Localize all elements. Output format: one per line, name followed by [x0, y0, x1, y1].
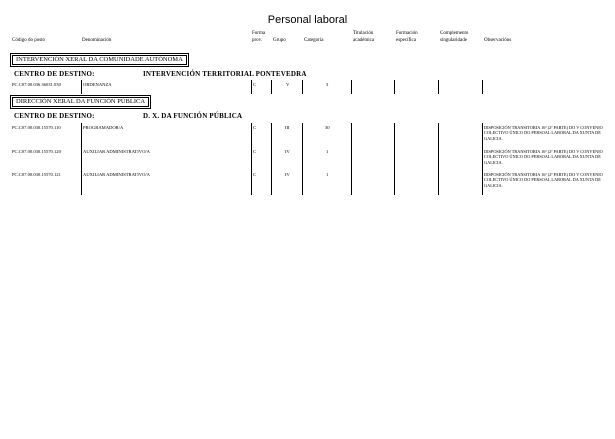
header-forma-2: prov. [252, 38, 263, 43]
cell-categoria: 30 [325, 125, 330, 130]
column-divider [482, 80, 483, 94]
column-divider [394, 123, 395, 195]
header-formacion-1: Formación [396, 31, 418, 36]
cell-categoria: 1 [326, 172, 329, 177]
cell-codigo: PC.C07.00.036.36031.030 [12, 82, 61, 87]
cell-codigo: PC.C07.00.030.15570.120 [12, 149, 61, 154]
header-complemento-1: Complemento [440, 31, 469, 36]
column-divider [251, 80, 252, 94]
cell-observacions: DISPOSICIÓN TRANSITORIA 16ª (2ª PARTE) DO V CONVENIO COLECTIVO ÚNICO DO PERSOAL LABORAL DA XUNTA DE GALICIA. [484, 125, 603, 141]
cell-denominacion: AUXILIAR ADMINISTRATIVO/A [83, 172, 150, 177]
column-divider [251, 123, 252, 195]
header-observacions: Observacións [484, 38, 512, 43]
centro-name: D. X. DA FUNCIÓN PÚBLICA [143, 112, 243, 120]
column-divider [81, 123, 82, 195]
cell-forma: C [253, 82, 257, 87]
centro-name: INTERVENCIÓN TERRITORIAL PONTEVEDRA [143, 70, 307, 78]
centro-label: CENTRO DE DESTINO: [14, 112, 95, 120]
header-categoria: Categoría [304, 38, 324, 43]
cell-grupo: IV [285, 172, 290, 177]
header-codigo: Código do posto [12, 38, 46, 43]
column-divider [302, 123, 303, 195]
column-divider [438, 80, 439, 94]
header-complemento-2: singularidade [440, 38, 467, 43]
cell-denominacion: ORDENANZA [83, 82, 112, 87]
cell-denominacion: PROGRAMADOR/A [83, 125, 124, 130]
cell-observacions: DISPOSICIÓN TRANSITORIA 16ª (2ª PARTE) DO V CONVENIO COLECTIVO ÚNICO DO PERSOAL LABORAL DA XUNTA DE GALICIA. [484, 172, 603, 188]
column-divider [271, 80, 272, 94]
cell-grupo: III [285, 125, 290, 130]
header-forma-1: Forma [252, 31, 266, 36]
cell-codigo: PC.C07.00.030.15570.121 [12, 172, 61, 177]
cell-categoria: 3 [326, 82, 329, 87]
section-heading: DIRECCIÓN XERAL DA FUNCIÓN PÚBLICA [12, 97, 149, 107]
column-divider [302, 80, 303, 94]
cell-denominacion: AUXILIAR ADMINISTRATIVO/A [83, 149, 150, 154]
cell-forma: C [253, 125, 257, 130]
section-heading: INTERVENCIÓN XERAL DA COMUNIDADE AUTÓNOMA [12, 55, 187, 65]
cell-categoria: 1 [326, 149, 329, 154]
header-grupo: Grupo [273, 38, 286, 43]
document-title: Personal laboral [267, 14, 348, 26]
cell-forma: C [253, 172, 257, 177]
column-divider [81, 80, 82, 94]
column-divider [351, 123, 352, 195]
column-divider [271, 123, 272, 195]
cell-codigo: PC.C07.00.030.15570.110 [12, 125, 61, 130]
cell-forma: C [253, 149, 257, 154]
header-titulacion-1: Titulación [353, 31, 374, 36]
cell-grupo: IV [285, 149, 290, 154]
cell-grupo: V [286, 82, 290, 87]
header-denominacion: Denominación [82, 38, 112, 43]
header-formacion-2: específica [396, 38, 416, 43]
column-divider [351, 80, 352, 94]
column-divider [438, 123, 439, 195]
column-divider [394, 80, 395, 94]
header-titulacion-2: académica [353, 38, 375, 43]
cell-observacions: DISPOSICIÓN TRANSITORIA 16ª (2ª PARTE) DO V CONVENIO COLECTIVO ÚNICO DO PERSOAL LABORAL DA XUNTA DE GALICIA. [484, 149, 603, 165]
centro-label: CENTRO DE DESTINO: [14, 70, 95, 78]
column-divider [482, 123, 483, 195]
